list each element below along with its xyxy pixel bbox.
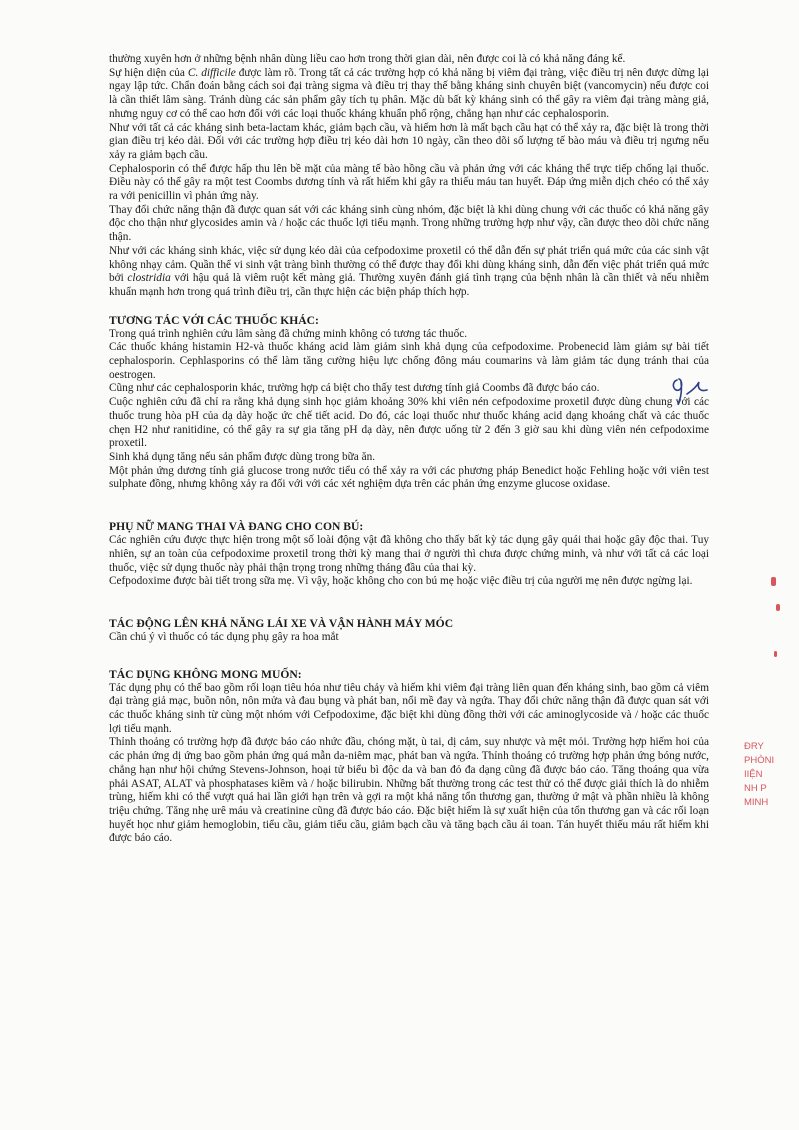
stamp-fragment	[771, 577, 776, 586]
paragraph: Như với các kháng sinh khác, việc sử dụng kéo dài của cefpodoxime proxetil có thể dẫn đến sự phát triển quá mức của các sinh vật không nhạy cảm. Quần thể vi sinh vật tràng bình thường có thể được thay đổi khi dùng kháng sinh, dẫn đến việc phát triển quá mức bởi clostridia với hậu quả là viêm ruột kết màng giả. Thường xuyên đánh giá tình trạng của bệnh nhân là cần thiết và nếu nhiễm khuẩn mạnh hơn trong quá trình điều trị, cần thực hiện các biện pháp thích hợp.	[109, 244, 709, 298]
paragraph: Các nghiên cứu được thực hiện trong một số loài động vật đã không cho thấy bất kỳ tác dụng gây quái thai hoặc gây độc thai. Tuy nhiên, sự an toàn của cefpodoxime proxetil trong thời kỳ mang thai ở người thì chưa được chứng minh, và như với tất cả các loại thuốc, việc sử dụng thuốc này phải thận trọng trong những tháng đầu của thai kỳ.	[109, 534, 709, 574]
paragraph: Tác dụng phụ có thể bao gồm rối loạn tiêu hóa như tiêu chảy và hiếm khi viêm đại tràng liên quan đến kháng sinh, bao gồm cả viêm đại tràng giả mạc, buồn nôn, nôn mửa và đau bụng và phát ban, nổi mề đay và ngứa. Thay đổi chức năng thận đã được quan sát với các thuốc kháng sinh từ cùng một nhóm với Cefpodoxime, đặc biệt khi dùng đồng thời với các aminoglycoside và / hoặc các thuốc lợi tiểu mạnh.	[109, 681, 709, 735]
stamp-line: NH P	[744, 783, 767, 794]
adverse-section	[109, 668, 709, 846]
stamp-fragment	[776, 604, 780, 611]
stamp-fragment	[774, 651, 777, 657]
stamp-line: IIỆN	[744, 769, 763, 780]
paragraph: Sự hiện diện của C. difficile được làm rõ. Trong tất cả các trường hợp có khả năng bị viêm đại tràng, việc điều trị nên được dừng lại ngay lập tức. Chẩn đoán bằng cách soi đại tràng sigma và điều trị thay thế bằng kháng sinh chuyên biệt (vancomycin) nếu được coi là cần thiết lâm sàng. Tránh dùng các sản phẩm gây tích tụ phân. Mặc dù bất kỳ kháng sinh có thể gây ra viêm đại tràng màng giả, nhưng nguy cơ có thể cao hơn đối với các loại thuốc kháng khuẩn phổ rộng, chẳng hạn như các cephalosporin.	[109, 66, 710, 120]
paragraph: Các thuốc kháng histamin H2-và thuốc kháng acid làm giảm sinh khả dụng của cefpodoxime. Probenecid làm giảm sự bài tiết cephalosporin. Cephlasporins có thể làm tăng cường hiệu lực chống đông máu coumarins và làm giảm tác dụng tránh thai của oestrogen.	[109, 341, 709, 381]
stamp-line: PHÒNI	[744, 755, 775, 766]
paragraph: Thỉnh thoảng có trường hợp đã được báo cáo nhức đầu, chóng mặt, ù tai, dị cảm, suy nhược và mệt mỏi. Trường hợp hiếm hoi của các phản ứng dị ứng bao gồm phản ứng quá mẫn da-niêm mạc, phát ban và ngứa. Thỉnh thoảng có trường hợp phản ứng bóng nước, chẳng hạn như hội chứng Stevens-Johnson, hoại tử biểu bì độc da và ban đỏ đa dạng cũng đã được báo cáo. Tăng thoáng qua vừa phải ASAT, ALAT và phosphatases kiềm và / hoặc bilirubin. Những bất thường trong các test thử có thể được giải thích là do nhiễm trùng, hiếm khi có thể vượt quá hai lần giới hạn trên và gợi ra một khả năng tổn thương gan, thường ứ mật và phần nhiều là không triệu chứng. Tăng nhẹ urê máu và creatinine cũng đã được báo cáo. Đặc biệt hiếm là sự xuất hiện của tổn thương gan và các rối loạn huyết học như giảm hemoglobin, tiểu cầu, giảm tiểu cầu, giảm bạch cầu và tăng bạch cầu ái toan. Tán huyết thiếu máu rất hiếm khi được báo cáo.	[109, 736, 709, 845]
section-heading: TÁC DỤNG KHÔNG MONG MUỐN:	[109, 667, 302, 681]
stamp-line: MINH	[744, 797, 769, 808]
paragraph: Như với tất cả các kháng sinh beta-lactam khác, giảm bạch cầu, và hiếm hơn là mất bạch cầu hạt có thể xảy ra, đặc biệt là trong thời gian điều trị kéo dài. Đối với các trường hợp điều trị kéo dài hơn 10 ngày, cần theo dõi số lượng tế bào máu và điều trị ngưng nếu xảy ra giảm bạch cầu.	[109, 121, 709, 161]
paragraph: Cephalosporin có thể được hấp thu lên bề mặt của màng tế bào hồng cầu và phản ứng với các kháng thể trực tiếp chống lại thuốc. Điều này có thể gây ra một test Coombs dương tính và rất hiếm khi gây ra thiếu máu tan huyết. Đáp ứng miễn dịch chéo có thể xảy ra với penicillin vì phản ứng này.	[109, 162, 709, 203]
section-heading: PHỤ NỮ MANG THAI VÀ ĐANG CHO CON BÚ:	[109, 520, 364, 534]
paragraph: Cũng như các cephalosporin khác, trường hợp cá biệt cho thấy test dương tính giả Coombs đã được báo cáo.	[109, 382, 600, 395]
pregnancy-section	[109, 520, 709, 589]
document-page	[109, 53, 709, 846]
intro-section	[109, 53, 709, 300]
driving-section	[109, 617, 709, 645]
red-stamp	[744, 740, 799, 810]
paragraph: Cefpodoxime được bài tiết trong sữa mẹ. Vì vậy, hoặc không cho con bú mẹ hoặc việc điều trị của người mẹ nên được ngừng lại.	[109, 575, 693, 588]
paragraph: thường xuyên hơn ở những bệnh nhân dùng liều cao hơn trong thời gian dài, nên được coi là có khả năng đáng kể.	[109, 53, 626, 65]
paragraph: Cần chú ý vì thuốc có tác dụng phụ gây ra hoa mắt	[109, 630, 339, 643]
interactions-section	[109, 314, 709, 492]
paragraph: Cuộc nghiên cứu đã chỉ ra rằng khả dụng sinh học giảm khoảng 30% khi viên nén cefpodoxime proxetil được dùng chung với các thuốc trung hòa pH của dạ dày hoặc ức chế tiết acid. Do đó, các loại thuốc như thuốc kháng acid dạng khoáng chất và các thuốc chẹn H2 như ranitidine, có thể gây ra sự gia tăng pH dạ dày, nên được uống từ 2 đến 3 giờ sau khi dùng viên nén cefpodoxime proxetil.	[109, 396, 709, 450]
signature-mark	[667, 372, 713, 408]
paragraph: Sinh khả dụng tăng nếu sản phẩm được dùng trong bữa ăn.	[109, 450, 376, 463]
paragraph: Một phản ứng dương tính giả glucose trong nước tiểu có thể xảy ra với các phương pháp Benedict hoặc Fehling hoặc với viên test sulphate đồng, nhưng không xảy ra đối với với các xét nghiệm dựa trên các phản ứng enzyme glucose oxidase.	[109, 464, 709, 491]
paragraph: Trong quá trình nghiên cứu lâm sàng đã chứng minh không có tương tác thuốc.	[109, 327, 468, 340]
paragraph: Thay đổi chức năng thận đã được quan sát với các kháng sinh cùng nhóm, đặc biệt là khi dùng chung với các thuốc có khả năng gây độc cho thận như glycosides amin và / hoặc các thuốc lợi tiểu mạnh. Trong những trường hợp như vậy, cần được theo dõi chức năng thận.	[109, 203, 709, 244]
section-heading: TƯƠNG TÁC VỚI CÁC THUỐC KHÁC:	[109, 313, 319, 327]
section-heading: TÁC ĐỘNG LÊN KHẢ NĂNG LÁI XE VÀ VẬN HÀNH MÁY MÓC	[109, 616, 454, 630]
stamp-line: ĐRY	[744, 741, 764, 752]
